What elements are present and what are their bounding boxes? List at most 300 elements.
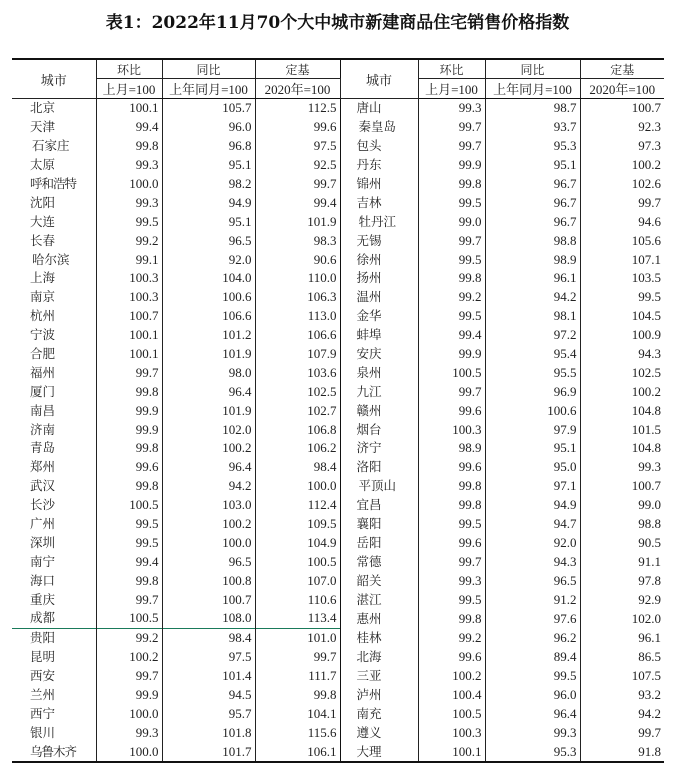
table-row bbox=[12, 723, 664, 742]
mom-value: 100.1 bbox=[418, 742, 485, 762]
yoy-value: 100.6 bbox=[162, 288, 255, 307]
yoy-value: 98.0 bbox=[162, 363, 255, 382]
header-row-2 bbox=[12, 79, 664, 99]
mom-value: 99.3 bbox=[418, 571, 485, 590]
city-cell: 杭州 bbox=[12, 307, 96, 326]
table-row bbox=[12, 345, 664, 364]
mom-value: 98.9 bbox=[418, 439, 485, 458]
mom-value: 99.7 bbox=[96, 363, 162, 382]
city-cell: 深圳 bbox=[12, 533, 96, 552]
table-row bbox=[12, 326, 664, 345]
yoy-value: 95.1 bbox=[162, 156, 255, 175]
base-value: 98.4 bbox=[255, 458, 340, 477]
yoy-value: 101.7 bbox=[162, 742, 255, 762]
base-value: 104.1 bbox=[255, 705, 340, 724]
mom-value: 99.8 bbox=[418, 175, 485, 194]
yoy-value: 94.9 bbox=[485, 496, 580, 515]
table-row bbox=[12, 667, 664, 686]
yoy-value: 96.0 bbox=[485, 686, 580, 705]
yoy-value: 94.5 bbox=[162, 686, 255, 705]
table-row bbox=[12, 458, 664, 477]
city-cell: 吉林 bbox=[340, 193, 418, 212]
city-cell: 大理 bbox=[340, 742, 418, 762]
city-cell: 石家庄 bbox=[12, 137, 96, 156]
yoy-value: 94.2 bbox=[485, 288, 580, 307]
city-cell: 北京 bbox=[12, 99, 96, 118]
base-value: 106.3 bbox=[255, 288, 340, 307]
city-cell: 扬州 bbox=[340, 269, 418, 288]
base-value: 101.0 bbox=[255, 628, 340, 647]
mom-value: 100.2 bbox=[418, 667, 485, 686]
base-value: 107.1 bbox=[580, 250, 664, 269]
mom-value: 100.5 bbox=[418, 705, 485, 724]
mom-value: 99.1 bbox=[96, 250, 162, 269]
mom-value: 99.6 bbox=[418, 648, 485, 667]
mom-value: 99.8 bbox=[418, 496, 485, 515]
mom-value: 99.5 bbox=[96, 515, 162, 534]
city-cell: 郑州 bbox=[12, 458, 96, 477]
base-value: 113.0 bbox=[255, 307, 340, 326]
mom-value: 99.5 bbox=[418, 193, 485, 212]
yoy-value: 94.2 bbox=[162, 477, 255, 496]
yoy-value: 96.9 bbox=[485, 382, 580, 401]
table-row bbox=[12, 99, 664, 118]
city-cell: 长沙 bbox=[12, 496, 96, 515]
table-row bbox=[12, 515, 664, 534]
city-cell: 岳阳 bbox=[340, 533, 418, 552]
city-cell: 桂林 bbox=[340, 628, 418, 647]
mom-value: 100.3 bbox=[418, 723, 485, 742]
city-cell: 北海 bbox=[340, 648, 418, 667]
base-value: 99.7 bbox=[580, 723, 664, 742]
city-cell: 贵阳 bbox=[12, 628, 96, 647]
base-value: 99.7 bbox=[580, 193, 664, 212]
mom-value: 99.2 bbox=[96, 231, 162, 250]
yoy-value: 96.5 bbox=[162, 231, 255, 250]
base-value: 97.3 bbox=[580, 137, 664, 156]
table-row bbox=[12, 193, 664, 212]
base-value: 107.9 bbox=[255, 345, 340, 364]
base-value: 97.8 bbox=[580, 571, 664, 590]
city-cell: 牡丹江 bbox=[340, 212, 418, 231]
table-row bbox=[12, 571, 664, 590]
city-cell: 上海 bbox=[12, 269, 96, 288]
city-cell: 平顶山 bbox=[340, 477, 418, 496]
base-value: 107.0 bbox=[255, 571, 340, 590]
mom-value: 99.9 bbox=[96, 401, 162, 420]
base-value: 100.7 bbox=[580, 477, 664, 496]
mom-value: 100.5 bbox=[96, 496, 162, 515]
mom-value: 99.2 bbox=[418, 288, 485, 307]
base-value: 101.9 bbox=[255, 212, 340, 231]
table-row bbox=[12, 118, 664, 137]
yoy-value: 101.4 bbox=[162, 667, 255, 686]
city-cell: 沈阳 bbox=[12, 193, 96, 212]
mom-value: 99.5 bbox=[418, 590, 485, 609]
base-value: 90.6 bbox=[255, 250, 340, 269]
yoy-value: 99.3 bbox=[485, 723, 580, 742]
yoy-value: 98.7 bbox=[485, 99, 580, 118]
mom-value: 99.7 bbox=[418, 552, 485, 571]
mom-value: 100.3 bbox=[96, 269, 162, 288]
yoy-value: 91.2 bbox=[485, 590, 580, 609]
city-cell: 泉州 bbox=[340, 363, 418, 382]
yoy-value: 95.3 bbox=[485, 137, 580, 156]
mom-value: 99.7 bbox=[96, 590, 162, 609]
table-row bbox=[12, 363, 664, 382]
city-cell: 徐州 bbox=[340, 250, 418, 269]
yoy-value: 99.5 bbox=[485, 667, 580, 686]
table-body bbox=[12, 99, 664, 763]
city-cell: 丹东 bbox=[340, 156, 418, 175]
mom-value: 100.3 bbox=[96, 288, 162, 307]
yoy-value: 108.0 bbox=[162, 609, 255, 628]
city-cell: 常德 bbox=[340, 552, 418, 571]
mom-value: 99.0 bbox=[418, 212, 485, 231]
mom-value: 99.9 bbox=[418, 156, 485, 175]
yoy-value: 96.2 bbox=[485, 628, 580, 647]
city-cell: 遵义 bbox=[340, 723, 418, 742]
base-value: 99.8 bbox=[255, 686, 340, 705]
yoy-value: 92.0 bbox=[485, 533, 580, 552]
base-value: 94.3 bbox=[580, 345, 664, 364]
city-cell: 成都 bbox=[12, 609, 96, 628]
base-value: 92.5 bbox=[255, 156, 340, 175]
base-value: 100.2 bbox=[580, 382, 664, 401]
city-cell: 九江 bbox=[340, 382, 418, 401]
base-value: 100.5 bbox=[255, 552, 340, 571]
city-cell: 济宁 bbox=[340, 439, 418, 458]
col-header-base-right: 定基 bbox=[580, 59, 664, 79]
base-value: 100.2 bbox=[580, 156, 664, 175]
city-cell: 长春 bbox=[12, 231, 96, 250]
header-row-1 bbox=[12, 59, 664, 79]
city-cell: 哈尔滨 bbox=[12, 250, 96, 269]
city-cell: 无锡 bbox=[340, 231, 418, 250]
base-value: 102.7 bbox=[255, 401, 340, 420]
base-value: 112.5 bbox=[255, 99, 340, 118]
base-value: 99.5 bbox=[580, 288, 664, 307]
base-value: 102.6 bbox=[580, 175, 664, 194]
base-value: 99.7 bbox=[255, 175, 340, 194]
table-row bbox=[12, 686, 664, 705]
city-cell: 广州 bbox=[12, 515, 96, 534]
table-row bbox=[12, 137, 664, 156]
base-value: 109.5 bbox=[255, 515, 340, 534]
mom-value: 99.5 bbox=[418, 250, 485, 269]
mom-value: 99.4 bbox=[96, 552, 162, 571]
base-value: 113.4 bbox=[255, 609, 340, 628]
col-header-city-left: 城市 bbox=[12, 59, 96, 99]
base-value: 98.3 bbox=[255, 231, 340, 250]
base-value: 107.5 bbox=[580, 667, 664, 686]
base-value: 100.9 bbox=[580, 326, 664, 345]
table-row bbox=[12, 742, 664, 762]
mom-value: 99.7 bbox=[418, 382, 485, 401]
yoy-value: 92.0 bbox=[162, 250, 255, 269]
yoy-value: 106.6 bbox=[162, 307, 255, 326]
table-row bbox=[12, 705, 664, 724]
yoy-value: 93.7 bbox=[485, 118, 580, 137]
mom-value: 99.8 bbox=[96, 137, 162, 156]
city-cell: 昆明 bbox=[12, 648, 96, 667]
yoy-value: 89.4 bbox=[485, 648, 580, 667]
city-cell: 三亚 bbox=[340, 667, 418, 686]
table-row bbox=[12, 648, 664, 667]
unit-base-left: 2020年=100 bbox=[255, 79, 340, 99]
yoy-value: 101.2 bbox=[162, 326, 255, 345]
yoy-value: 97.9 bbox=[485, 420, 580, 439]
yoy-value: 100.8 bbox=[162, 571, 255, 590]
base-value: 112.4 bbox=[255, 496, 340, 515]
yoy-value: 97.5 bbox=[162, 648, 255, 667]
unit-mom-right: 上月=100 bbox=[418, 79, 485, 99]
base-value: 99.7 bbox=[255, 648, 340, 667]
city-cell: 锦州 bbox=[340, 175, 418, 194]
yoy-value: 103.0 bbox=[162, 496, 255, 515]
base-value: 92.9 bbox=[580, 590, 664, 609]
col-header-city-right: 城市 bbox=[340, 59, 418, 99]
unit-yoy-right: 上年同月=100 bbox=[485, 79, 580, 99]
city-cell: 武汉 bbox=[12, 477, 96, 496]
mom-value: 99.7 bbox=[418, 118, 485, 137]
base-value: 97.5 bbox=[255, 137, 340, 156]
base-value: 100.0 bbox=[255, 477, 340, 496]
mom-value: 100.1 bbox=[96, 345, 162, 364]
mom-value: 100.0 bbox=[96, 175, 162, 194]
base-value: 91.8 bbox=[580, 742, 664, 762]
base-value: 115.6 bbox=[255, 723, 340, 742]
yoy-value: 104.0 bbox=[162, 269, 255, 288]
col-header-yoy-right: 同比 bbox=[485, 59, 580, 79]
yoy-value: 96.4 bbox=[162, 382, 255, 401]
base-value: 104.8 bbox=[580, 401, 664, 420]
city-cell: 福州 bbox=[12, 363, 96, 382]
table-row bbox=[12, 628, 664, 647]
base-value: 105.6 bbox=[580, 231, 664, 250]
mom-value: 99.6 bbox=[96, 458, 162, 477]
yoy-value: 102.0 bbox=[162, 420, 255, 439]
base-value: 106.2 bbox=[255, 439, 340, 458]
table-row bbox=[12, 439, 664, 458]
base-value: 102.5 bbox=[580, 363, 664, 382]
mom-value: 99.5 bbox=[418, 515, 485, 534]
base-value: 110.0 bbox=[255, 269, 340, 288]
base-value: 99.3 bbox=[580, 458, 664, 477]
mom-value: 99.3 bbox=[96, 193, 162, 212]
base-value: 106.6 bbox=[255, 326, 340, 345]
mom-value: 99.6 bbox=[418, 458, 485, 477]
mom-value: 100.7 bbox=[96, 307, 162, 326]
city-cell: 南昌 bbox=[12, 401, 96, 420]
mom-value: 99.9 bbox=[96, 686, 162, 705]
mom-value: 100.0 bbox=[96, 742, 162, 762]
city-cell: 银川 bbox=[12, 723, 96, 742]
city-cell: 泸州 bbox=[340, 686, 418, 705]
mom-value: 100.4 bbox=[418, 686, 485, 705]
mom-value: 99.2 bbox=[418, 628, 485, 647]
city-cell: 厦门 bbox=[12, 382, 96, 401]
city-cell: 蚌埠 bbox=[340, 326, 418, 345]
yoy-value: 100.0 bbox=[162, 533, 255, 552]
base-value: 110.6 bbox=[255, 590, 340, 609]
yoy-value: 100.2 bbox=[162, 515, 255, 534]
city-cell: 太原 bbox=[12, 156, 96, 175]
table-row bbox=[12, 552, 664, 571]
city-cell: 韶关 bbox=[340, 571, 418, 590]
base-value: 86.5 bbox=[580, 648, 664, 667]
mom-value: 99.4 bbox=[96, 118, 162, 137]
mom-value: 99.5 bbox=[96, 533, 162, 552]
city-cell: 金华 bbox=[340, 307, 418, 326]
mom-value: 100.1 bbox=[96, 99, 162, 118]
table-row bbox=[12, 250, 664, 269]
yoy-value: 96.4 bbox=[162, 458, 255, 477]
yoy-value: 95.4 bbox=[485, 345, 580, 364]
yoy-value: 95.1 bbox=[162, 212, 255, 231]
yoy-value: 95.1 bbox=[485, 156, 580, 175]
unit-yoy-left: 上年同月=100 bbox=[162, 79, 255, 99]
city-cell: 宜昌 bbox=[340, 496, 418, 515]
yoy-value: 100.7 bbox=[162, 590, 255, 609]
mom-value: 100.0 bbox=[96, 705, 162, 724]
city-cell: 乌鲁木齐 bbox=[12, 742, 96, 762]
yoy-value: 96.7 bbox=[485, 193, 580, 212]
yoy-value: 98.1 bbox=[485, 307, 580, 326]
city-cell: 南充 bbox=[340, 705, 418, 724]
city-cell: 南京 bbox=[12, 288, 96, 307]
table-row bbox=[12, 609, 664, 628]
city-cell: 兰州 bbox=[12, 686, 96, 705]
mom-value: 99.3 bbox=[96, 723, 162, 742]
base-value: 91.1 bbox=[580, 552, 664, 571]
col-header-yoy-left: 同比 bbox=[162, 59, 255, 79]
city-cell: 唐山 bbox=[340, 99, 418, 118]
base-value: 102.5 bbox=[255, 382, 340, 401]
city-cell: 赣州 bbox=[340, 401, 418, 420]
base-value: 93.2 bbox=[580, 686, 664, 705]
base-value: 103.5 bbox=[580, 269, 664, 288]
yoy-value: 96.5 bbox=[162, 552, 255, 571]
yoy-value: 95.7 bbox=[162, 705, 255, 724]
table-row bbox=[12, 401, 664, 420]
mom-value: 99.9 bbox=[418, 345, 485, 364]
city-cell: 西安 bbox=[12, 667, 96, 686]
yoy-value: 97.2 bbox=[485, 326, 580, 345]
mom-value: 99.2 bbox=[96, 628, 162, 647]
mom-value: 99.7 bbox=[96, 667, 162, 686]
mom-value: 99.8 bbox=[96, 439, 162, 458]
city-cell: 西宁 bbox=[12, 705, 96, 724]
base-value: 94.6 bbox=[580, 212, 664, 231]
mom-value: 99.7 bbox=[418, 137, 485, 156]
city-cell: 合肥 bbox=[12, 345, 96, 364]
yoy-value: 98.4 bbox=[162, 628, 255, 647]
yoy-value: 96.7 bbox=[485, 212, 580, 231]
yoy-value: 96.1 bbox=[485, 269, 580, 288]
table-row bbox=[12, 477, 664, 496]
city-cell: 包头 bbox=[340, 137, 418, 156]
mom-value: 99.8 bbox=[418, 477, 485, 496]
mom-value: 100.2 bbox=[96, 648, 162, 667]
city-cell: 南宁 bbox=[12, 552, 96, 571]
city-cell: 海口 bbox=[12, 571, 96, 590]
city-cell: 秦皇岛 bbox=[340, 118, 418, 137]
city-cell: 呼和浩特 bbox=[12, 175, 96, 194]
city-cell: 青岛 bbox=[12, 439, 96, 458]
base-value: 90.5 bbox=[580, 533, 664, 552]
yoy-value: 95.1 bbox=[485, 439, 580, 458]
base-value: 102.0 bbox=[580, 609, 664, 628]
yoy-value: 101.8 bbox=[162, 723, 255, 742]
mom-value: 99.8 bbox=[96, 477, 162, 496]
mom-value: 99.6 bbox=[418, 401, 485, 420]
yoy-value: 100.6 bbox=[485, 401, 580, 420]
city-cell: 大连 bbox=[12, 212, 96, 231]
base-value: 101.5 bbox=[580, 420, 664, 439]
yoy-value: 101.9 bbox=[162, 401, 255, 420]
unit-mom-left: 上月=100 bbox=[96, 79, 162, 99]
yoy-value: 96.4 bbox=[485, 705, 580, 724]
mom-value: 99.7 bbox=[418, 231, 485, 250]
unit-base-right: 2020年=100 bbox=[580, 79, 664, 99]
mom-value: 99.3 bbox=[96, 156, 162, 175]
base-value: 104.9 bbox=[255, 533, 340, 552]
city-cell: 洛阳 bbox=[340, 458, 418, 477]
yoy-value: 100.2 bbox=[162, 439, 255, 458]
table-row bbox=[12, 420, 664, 439]
col-header-mom-right: 环比 bbox=[418, 59, 485, 79]
mom-value: 100.3 bbox=[418, 420, 485, 439]
mom-value: 99.8 bbox=[418, 269, 485, 288]
mom-value: 99.8 bbox=[96, 571, 162, 590]
mom-value: 99.5 bbox=[96, 212, 162, 231]
base-value: 104.8 bbox=[580, 439, 664, 458]
table-title: 表1：2022年11月70个大中城市新建商品住宅销售价格指数 bbox=[105, 13, 570, 33]
city-cell: 温州 bbox=[340, 288, 418, 307]
mom-value: 100.5 bbox=[96, 609, 162, 628]
table-row bbox=[12, 590, 664, 609]
base-value: 99.0 bbox=[580, 496, 664, 515]
city-cell: 惠州 bbox=[340, 609, 418, 628]
table-row bbox=[12, 212, 664, 231]
base-value: 104.5 bbox=[580, 307, 664, 326]
base-value: 92.3 bbox=[580, 118, 664, 137]
base-value: 94.2 bbox=[580, 705, 664, 724]
table-row bbox=[12, 175, 664, 194]
yoy-value: 98.2 bbox=[162, 175, 255, 194]
yoy-value: 96.7 bbox=[485, 175, 580, 194]
yoy-value: 101.9 bbox=[162, 345, 255, 364]
table-row bbox=[12, 156, 664, 175]
yoy-value: 95.3 bbox=[485, 742, 580, 762]
mom-value: 100.5 bbox=[418, 363, 485, 382]
table-row bbox=[12, 307, 664, 326]
base-value: 103.6 bbox=[255, 363, 340, 382]
mom-value: 99.9 bbox=[96, 420, 162, 439]
yoy-value: 94.7 bbox=[485, 515, 580, 534]
yoy-value: 98.9 bbox=[485, 250, 580, 269]
table-row bbox=[12, 288, 664, 307]
base-value: 106.1 bbox=[255, 742, 340, 762]
city-cell: 天津 bbox=[12, 118, 96, 137]
base-value: 98.8 bbox=[580, 515, 664, 534]
base-value: 100.7 bbox=[580, 99, 664, 118]
yoy-value: 97.1 bbox=[485, 477, 580, 496]
base-value: 99.6 bbox=[255, 118, 340, 137]
col-header-mom-left: 环比 bbox=[96, 59, 162, 79]
yoy-value: 95.5 bbox=[485, 363, 580, 382]
